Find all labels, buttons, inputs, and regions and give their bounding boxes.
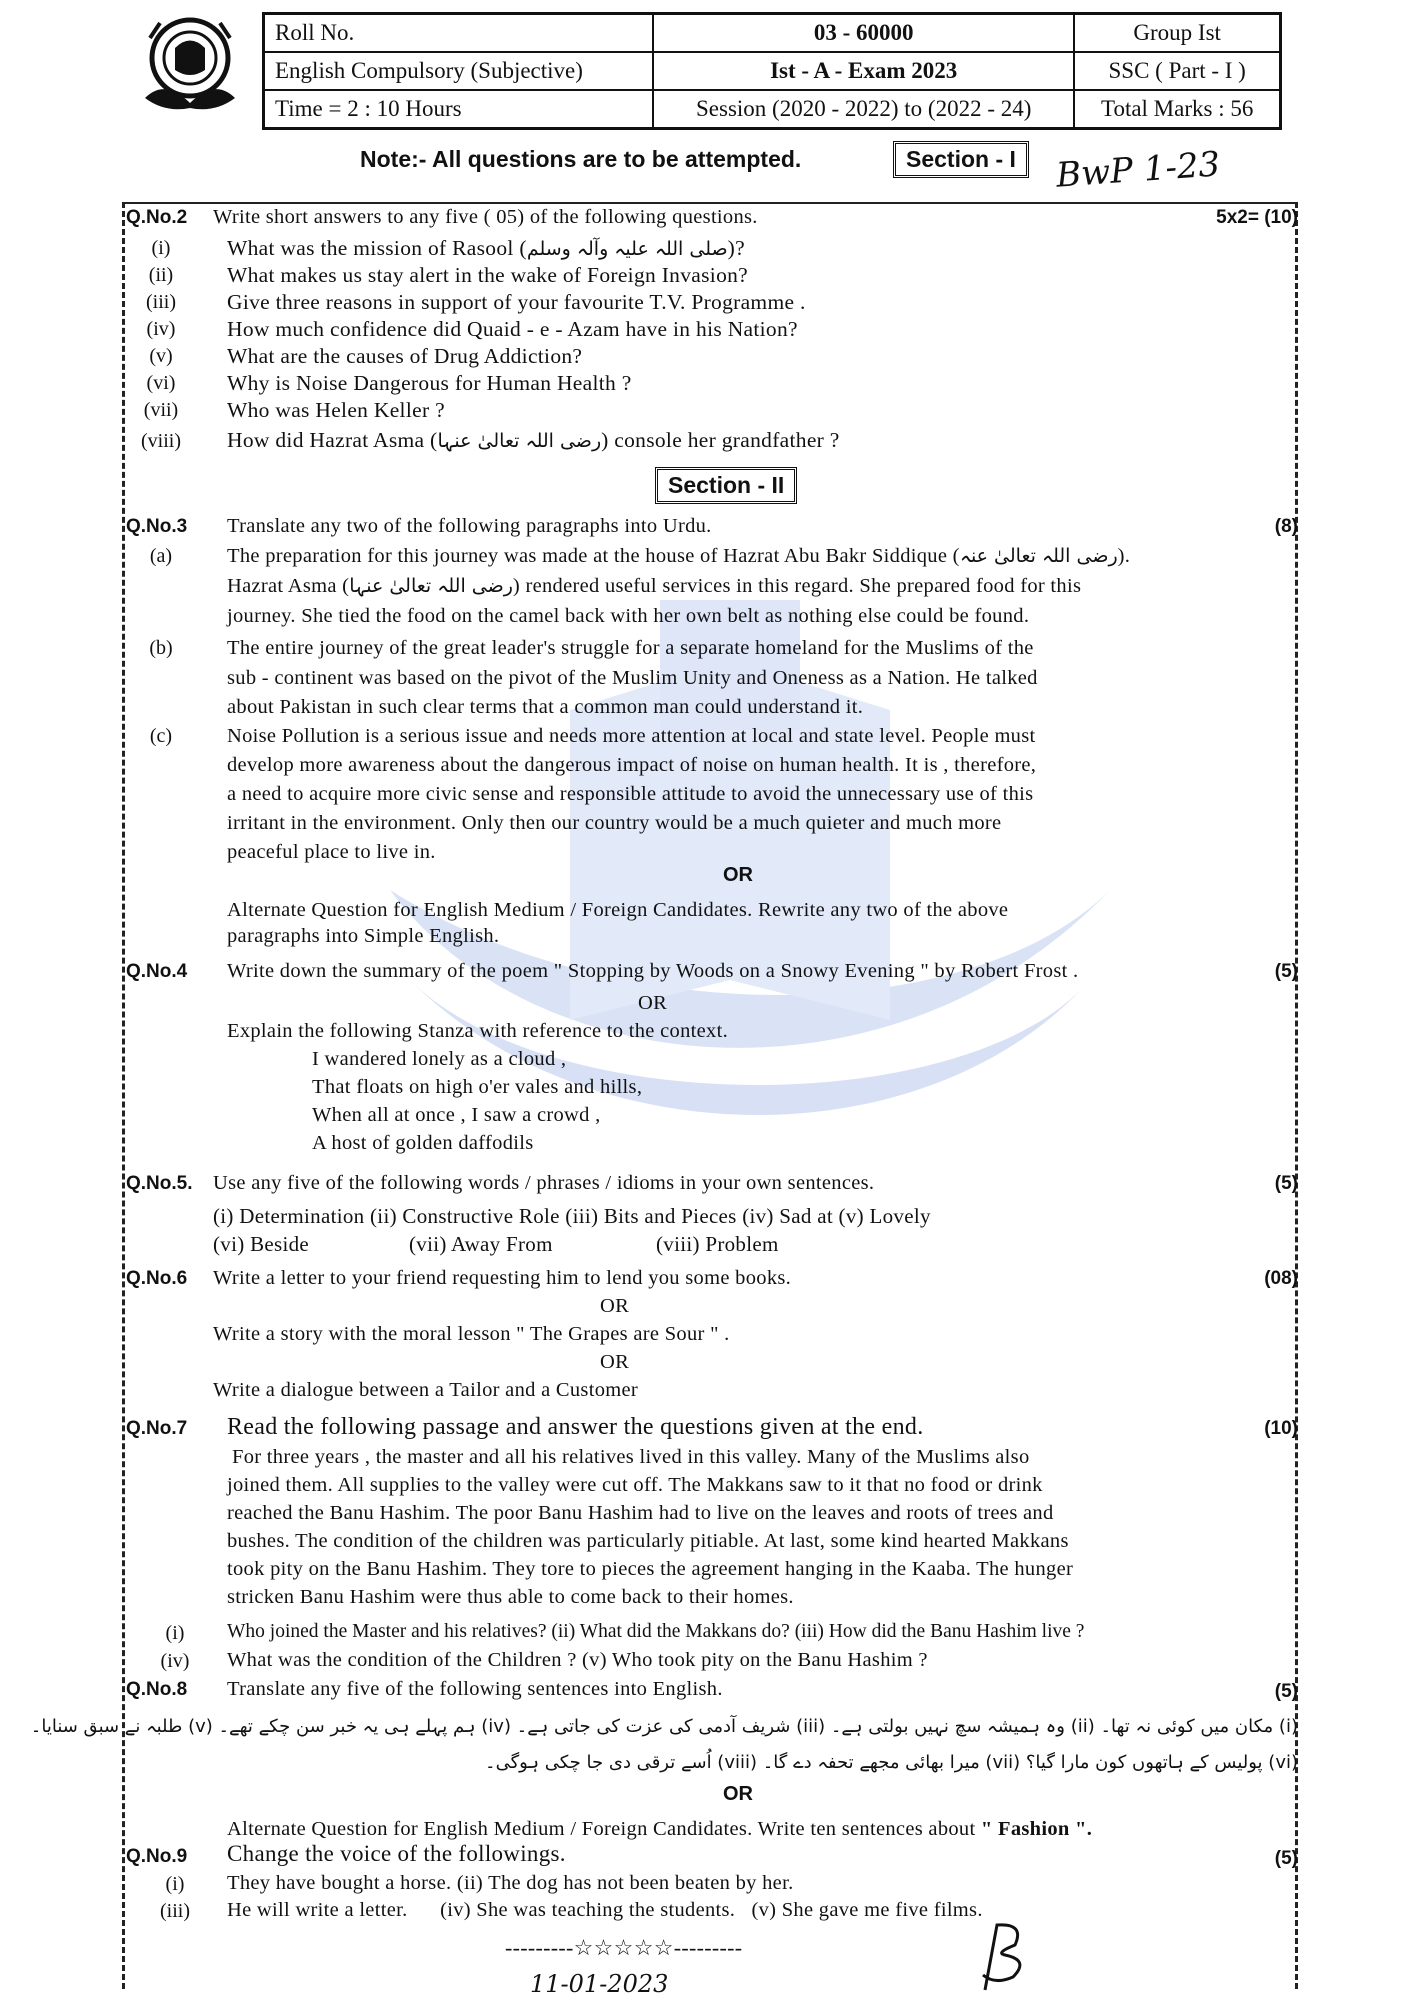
- q9-number: Q.No.9: [126, 1846, 188, 1867]
- q5-instruction: Use any five of the following words / phrases / idioms in your own sentences.: [213, 1172, 875, 1194]
- q2-item-number: (vii): [143, 399, 179, 421]
- q7-question-line: What was the condition of the Children ? (v) Who took pity on the Banu Hashim ?: [227, 1649, 928, 1671]
- q5-marks: (5): [1274, 1173, 1298, 1194]
- q3-number: Q.No.3: [126, 516, 188, 537]
- q4-or: OR: [638, 992, 668, 1014]
- q2-number: Q.No.2: [126, 207, 188, 228]
- q7-passage-line: joined them. All supplies to the valley were cut off. The Makkans saw to it that no food or drink: [227, 1474, 1043, 1496]
- q6-number: Q.No.6: [126, 1268, 188, 1289]
- q3-b-line: about Pakistan in such clear terms that a common man could understand it.: [227, 696, 864, 718]
- q8-instruction: Translate any five of the following sentences into English.: [227, 1678, 723, 1700]
- q3-a-label: (a): [149, 545, 173, 567]
- q3-a-line: journey. She tied the food on the camel back with her own belt as nothing else could be found.: [227, 605, 1030, 627]
- q7-passage-line: stricken Banu Hashim were thus able to come back to their homes.: [227, 1586, 794, 1608]
- q5-word: (vi) Beside: [213, 1232, 310, 1256]
- q3-c-line: a need to acquire more civic sense and responsible attitude to avoid the unnecessary use of this: [227, 783, 1034, 805]
- signature-mark-icon: [975, 1915, 1035, 1995]
- q3-c-line: irritant in the environment. Only then our country would be a much quieter and much more: [227, 812, 1002, 834]
- q8-number: Q.No.8: [126, 1679, 188, 1700]
- session-label: Session (2020 - 2022) to (2022 - 24): [653, 90, 1074, 129]
- q2-item: Why is Noise Dangerous for Human Health ?: [227, 371, 632, 395]
- q3-b-line: The entire journey of the great leader's struggle for a separate homeland for the Muslims of the: [227, 637, 1034, 659]
- q4-explain: Explain the following Stanza with reference to the context.: [227, 1020, 728, 1042]
- q2-item: Who was Helen Keller ?: [227, 398, 445, 422]
- end-stars: ---------☆☆☆☆☆---------: [505, 1935, 743, 1960]
- handwritten-code: BwP 1-23: [1054, 144, 1222, 196]
- q9-instruction: Change the voice of the followings.: [227, 1841, 566, 1866]
- q2-item: Give three reasons in support of your favourite T.V. Programme .: [227, 290, 806, 314]
- q3-alt-line: paragraphs into Simple English.: [227, 925, 500, 947]
- subject-label: English Compulsory (Subjective): [264, 52, 654, 90]
- q2-item: What are the causes of Drug Addiction?: [227, 344, 583, 368]
- q4-line: Write down the summary of the poem " Stopping by Woods on a Snowy Evening " by Robert Frost .: [227, 960, 1079, 982]
- section-1-heading: Section - I: [893, 141, 1029, 178]
- q2-item: What was the mission of Rasool (صلی اللہ علیہ وآلہ وسلم)?: [227, 236, 745, 260]
- q9-label: (i): [165, 1873, 185, 1895]
- q2-item-number: (viii): [141, 430, 181, 452]
- q2-item-number: (ii): [148, 264, 174, 286]
- total-marks-label: Total Marks : 56: [1074, 90, 1280, 129]
- q7-passage-line: For three years , the master and all his relatives lived in this valley. Many of the Muslims also: [232, 1446, 1030, 1468]
- q2-item-number: (i): [151, 237, 171, 259]
- q2-item-number: (iii): [146, 291, 176, 313]
- q3-b-line: sub - continent was based on the pivot of the Muslim Unity and Oneness as a Nation. He talked: [227, 667, 1038, 689]
- stanza-line: I wandered lonely as a cloud ,: [312, 1048, 567, 1070]
- q3-c-line: develop more awareness about the dangerous impact of noise on human health. It is , therefore,: [227, 754, 1037, 776]
- q3-c-label: (c): [149, 725, 173, 747]
- class-label: SSC ( Part - I ): [1074, 52, 1280, 90]
- q6-or: OR: [600, 1351, 630, 1373]
- q8-urdu-line: (i) مکان میں کوئی نہ تھا۔ (ii) وہ ہمیشہ سچ نہیں بولتی ہے۔ (iii) شریف آدمی کی عزت کی جاتی ہے۔ (iv) ہم پہلے ہی یہ خبر سن چکے تھے۔ (v) طلبہ نے سبق سنایا۔: [30, 1716, 1298, 1737]
- q9-line: He will write a letter. (iv) She was teaching the students. (v) She gave me five films.: [227, 1899, 983, 1921]
- q5-number: Q.No.5.: [126, 1173, 193, 1194]
- q3-instruction: Translate any two of the following paragraphs into Urdu.: [227, 515, 712, 537]
- q7-marks: (10): [1264, 1418, 1298, 1439]
- q7-question-label: (i): [165, 1622, 185, 1644]
- roll-label: Roll No.: [264, 14, 654, 53]
- q2-item: How did Hazrat Asma (رضی اللہ تعالیٰ عنہا) console her grandfather ?: [227, 428, 840, 452]
- q2-item-number: (v): [149, 345, 173, 367]
- q3-b-label: (b): [149, 637, 173, 659]
- q5-word: (vii) Away From: [409, 1232, 553, 1256]
- q8-urdu-line: (vi) پولیس کے ہاتھوں کون مارا گیا؟ (vii) میرا بھائی مجھے تحفہ دے گا۔ (viii) اُسے ترقی دی جا چکی ہوگی۔: [485, 1752, 1298, 1773]
- q2-item: How much confidence did Quaid - e - Azam have in his Nation?: [227, 317, 798, 341]
- q5-word: (viii) Problem: [656, 1232, 779, 1256]
- q4-number: Q.No.4: [126, 961, 188, 982]
- time-label: Time = 2 : 10 Hours: [264, 90, 654, 129]
- q3-marks: (8): [1274, 516, 1298, 537]
- q6-line: Write a letter to your friend requesting him to lend you some books.: [213, 1267, 792, 1289]
- q6-line: Write a dialogue between a Tailor and a Customer: [213, 1379, 639, 1401]
- q3-a-line: Hazrat Asma (رضی اللہ تعالیٰ عنہا) rendered useful services in this regard. She prepared food for this: [227, 575, 1082, 597]
- section-2-heading: Section - II: [655, 467, 797, 504]
- q3-alt-line: Alternate Question for English Medium / Foreign Candidates. Rewrite any two of the above: [227, 899, 1009, 921]
- q7-instruction: Read the following passage and answer the questions given at the end.: [227, 1414, 924, 1440]
- q2-item-number: (vi): [146, 372, 176, 394]
- handwritten-date: 11-01-2023: [530, 1970, 669, 1998]
- q6-or: OR: [600, 1295, 630, 1317]
- q5-words-line: (i) Determination (ii) Constructive Role (iii) Bits and Pieces (iv) Sad at (v) Lovely: [213, 1204, 931, 1228]
- q2-item: What makes us stay alert in the wake of Foreign Invasion?: [227, 263, 749, 287]
- stanza-line: When all at once , I saw a crowd ,: [312, 1104, 601, 1126]
- stanza-line: That floats on high o'er vales and hills,: [312, 1076, 643, 1098]
- q9-label: (iii): [160, 1900, 190, 1922]
- q4-marks: (5): [1274, 961, 1298, 982]
- instructions-note: Note:- All questions are to be attempted.: [360, 146, 802, 172]
- q7-question-line: Who joined the Master and his relatives? (ii) What did the Makkans do? (iii) How did the Banu Hashim live ?: [227, 1621, 1085, 1642]
- q8-or: OR: [723, 1783, 753, 1805]
- q9-line: They have bought a horse. (ii) The dog has not been beaten by her.: [227, 1872, 794, 1894]
- board-logo-icon: [135, 8, 245, 118]
- q7-passage-line: took pity on the Banu Hashim. They tore to pieces the agreement hanging in the Kaaba. The hunger: [227, 1558, 1074, 1580]
- exam-header-table: [262, 12, 1282, 130]
- q7-number: Q.No.7: [126, 1418, 188, 1439]
- q2-instruction: Write short answers to any five ( 05) of the following questions.: [213, 206, 758, 228]
- q7-passage-line: reached the Banu Hashim. The poor Banu Hashim had to live on the leaves and roots of trees and: [227, 1502, 1054, 1524]
- q8-alt: Alternate Question for English Medium / Foreign Candidates. Write ten sentences about " Fashion ".: [227, 1818, 1093, 1840]
- q3-c-line: peaceful place to live in.: [227, 841, 436, 863]
- q2-marks: 5x2= (10): [1216, 207, 1298, 228]
- q3-a-line: The preparation for this journey was made at the house of Hazrat Abu Bakr Siddique (رضی اللہ تعالیٰ عنہ).: [227, 545, 1131, 567]
- q8-marks: (5): [1274, 1681, 1298, 1702]
- group-label: Group Ist: [1074, 14, 1280, 53]
- roll-value: 03 - 60000: [653, 14, 1074, 53]
- q6-line: Write a story with the moral lesson " The Grapes are Sour " .: [213, 1323, 730, 1345]
- q3-or: OR: [723, 864, 753, 886]
- q6-marks: (08): [1264, 1268, 1298, 1289]
- stanza-line: A host of golden daffodils: [312, 1132, 534, 1154]
- q7-passage-line: bushes. The condition of the children was particularly pitiable. At last, some kind hearted Makkans: [227, 1530, 1069, 1552]
- q7-question-label: (iv): [160, 1650, 190, 1672]
- exam-label: Ist - A - Exam 2023: [653, 52, 1074, 90]
- q3-c-line: Noise Pollution is a serious issue and needs more attention at local and state level. People must: [227, 725, 1036, 747]
- q2-item-number: (iv): [146, 318, 176, 340]
- q9-marks: (5): [1274, 1848, 1298, 1869]
